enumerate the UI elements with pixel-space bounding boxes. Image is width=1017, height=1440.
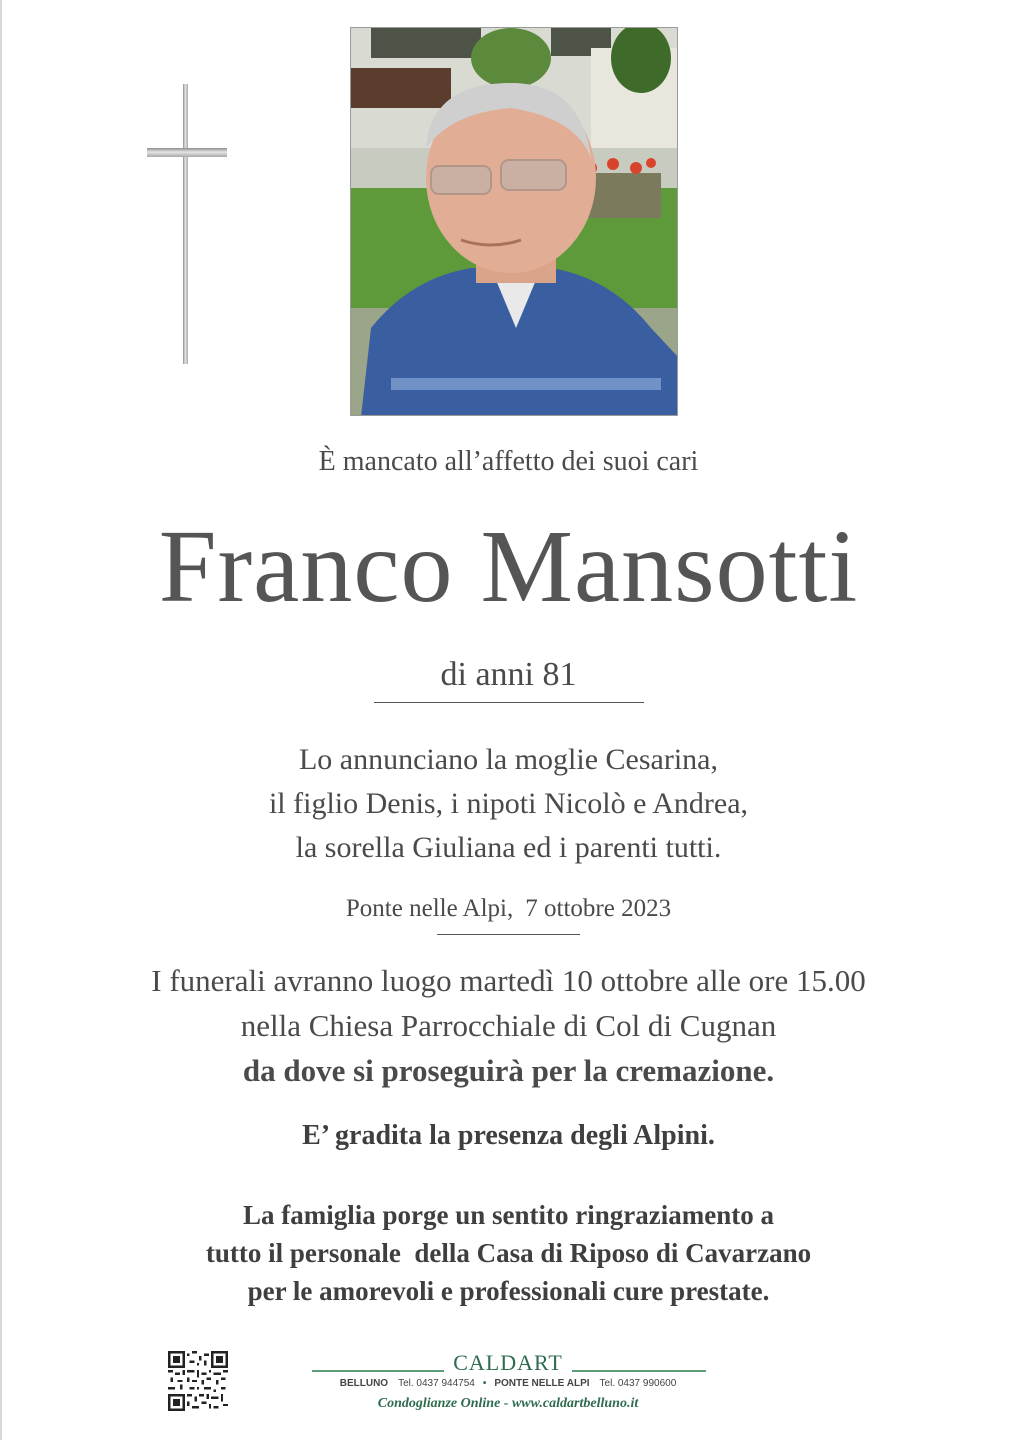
funeral-home-footer — [310, 1350, 706, 1420]
announcement — [0, 738, 1017, 870]
city-belluno: BELLUNO — [339, 1378, 389, 1389]
deceased-name: Franco Mansotti — [158, 509, 859, 624]
online-condolences-link[interactable]: Condoglianze Online - www.caldartbelluno.it — [377, 1396, 639, 1411]
funeral-line: nella Chiesa Parrocchiale di Col di Cugnan — [240, 1008, 777, 1043]
age-text: di anni 81 — [440, 656, 577, 693]
date-text: 7 ottobre 2023 — [525, 895, 672, 922]
separator-dot: • — [482, 1378, 487, 1389]
thanks-text — [0, 1196, 1017, 1310]
phone-belluno: Tel. 0437 944754 — [398, 1378, 475, 1389]
city-ponte-nelle-alpi: PONTE NELLE ALPI — [494, 1378, 590, 1389]
place-text: Ponte nelle Alpi, — [345, 895, 514, 922]
announcement-line: la sorella Giuliana ed i parenti tutti. — [295, 831, 722, 864]
funeral-line: I funerali avranno luogo martedì 10 ottobre alle ore 15.00 — [151, 963, 866, 998]
funeral-cremation: da dove si proseguirà per la cremazione. — [242, 1053, 775, 1088]
place-date — [0, 895, 1017, 923]
brand-logo: CALDART — [453, 1350, 563, 1375]
announcement-line: il figlio Denis, i nipoti Nicolò e Andrea, — [268, 787, 749, 820]
cross-icon — [145, 84, 229, 364]
qr-code-icon[interactable] — [168, 1351, 228, 1411]
funeral-info — [0, 958, 1017, 1093]
thanks-line: tutto il personale della Casa di Riposo di Cavarzano — [205, 1238, 812, 1268]
place-divider — [437, 934, 580, 935]
thanks-line: La famiglia porge un sentito ringraziamento a — [243, 1200, 774, 1230]
phone-ponte-nelle-alpi: Tel. 0437 990600 — [599, 1378, 677, 1389]
contacts-row — [310, 1378, 706, 1389]
thanks-line: per le amorevoli e professionali cure prestate. — [247, 1276, 770, 1306]
announcement-line: Lo annunciano la moglie Cesarina, — [298, 743, 719, 776]
alpini-text: E’ gradita la presenza degli Alpini. — [302, 1120, 715, 1151]
intro-text: È mancato all’affetto dei suoi cari — [318, 446, 699, 477]
age-divider — [374, 702, 644, 703]
portrait-photo — [350, 27, 678, 416]
